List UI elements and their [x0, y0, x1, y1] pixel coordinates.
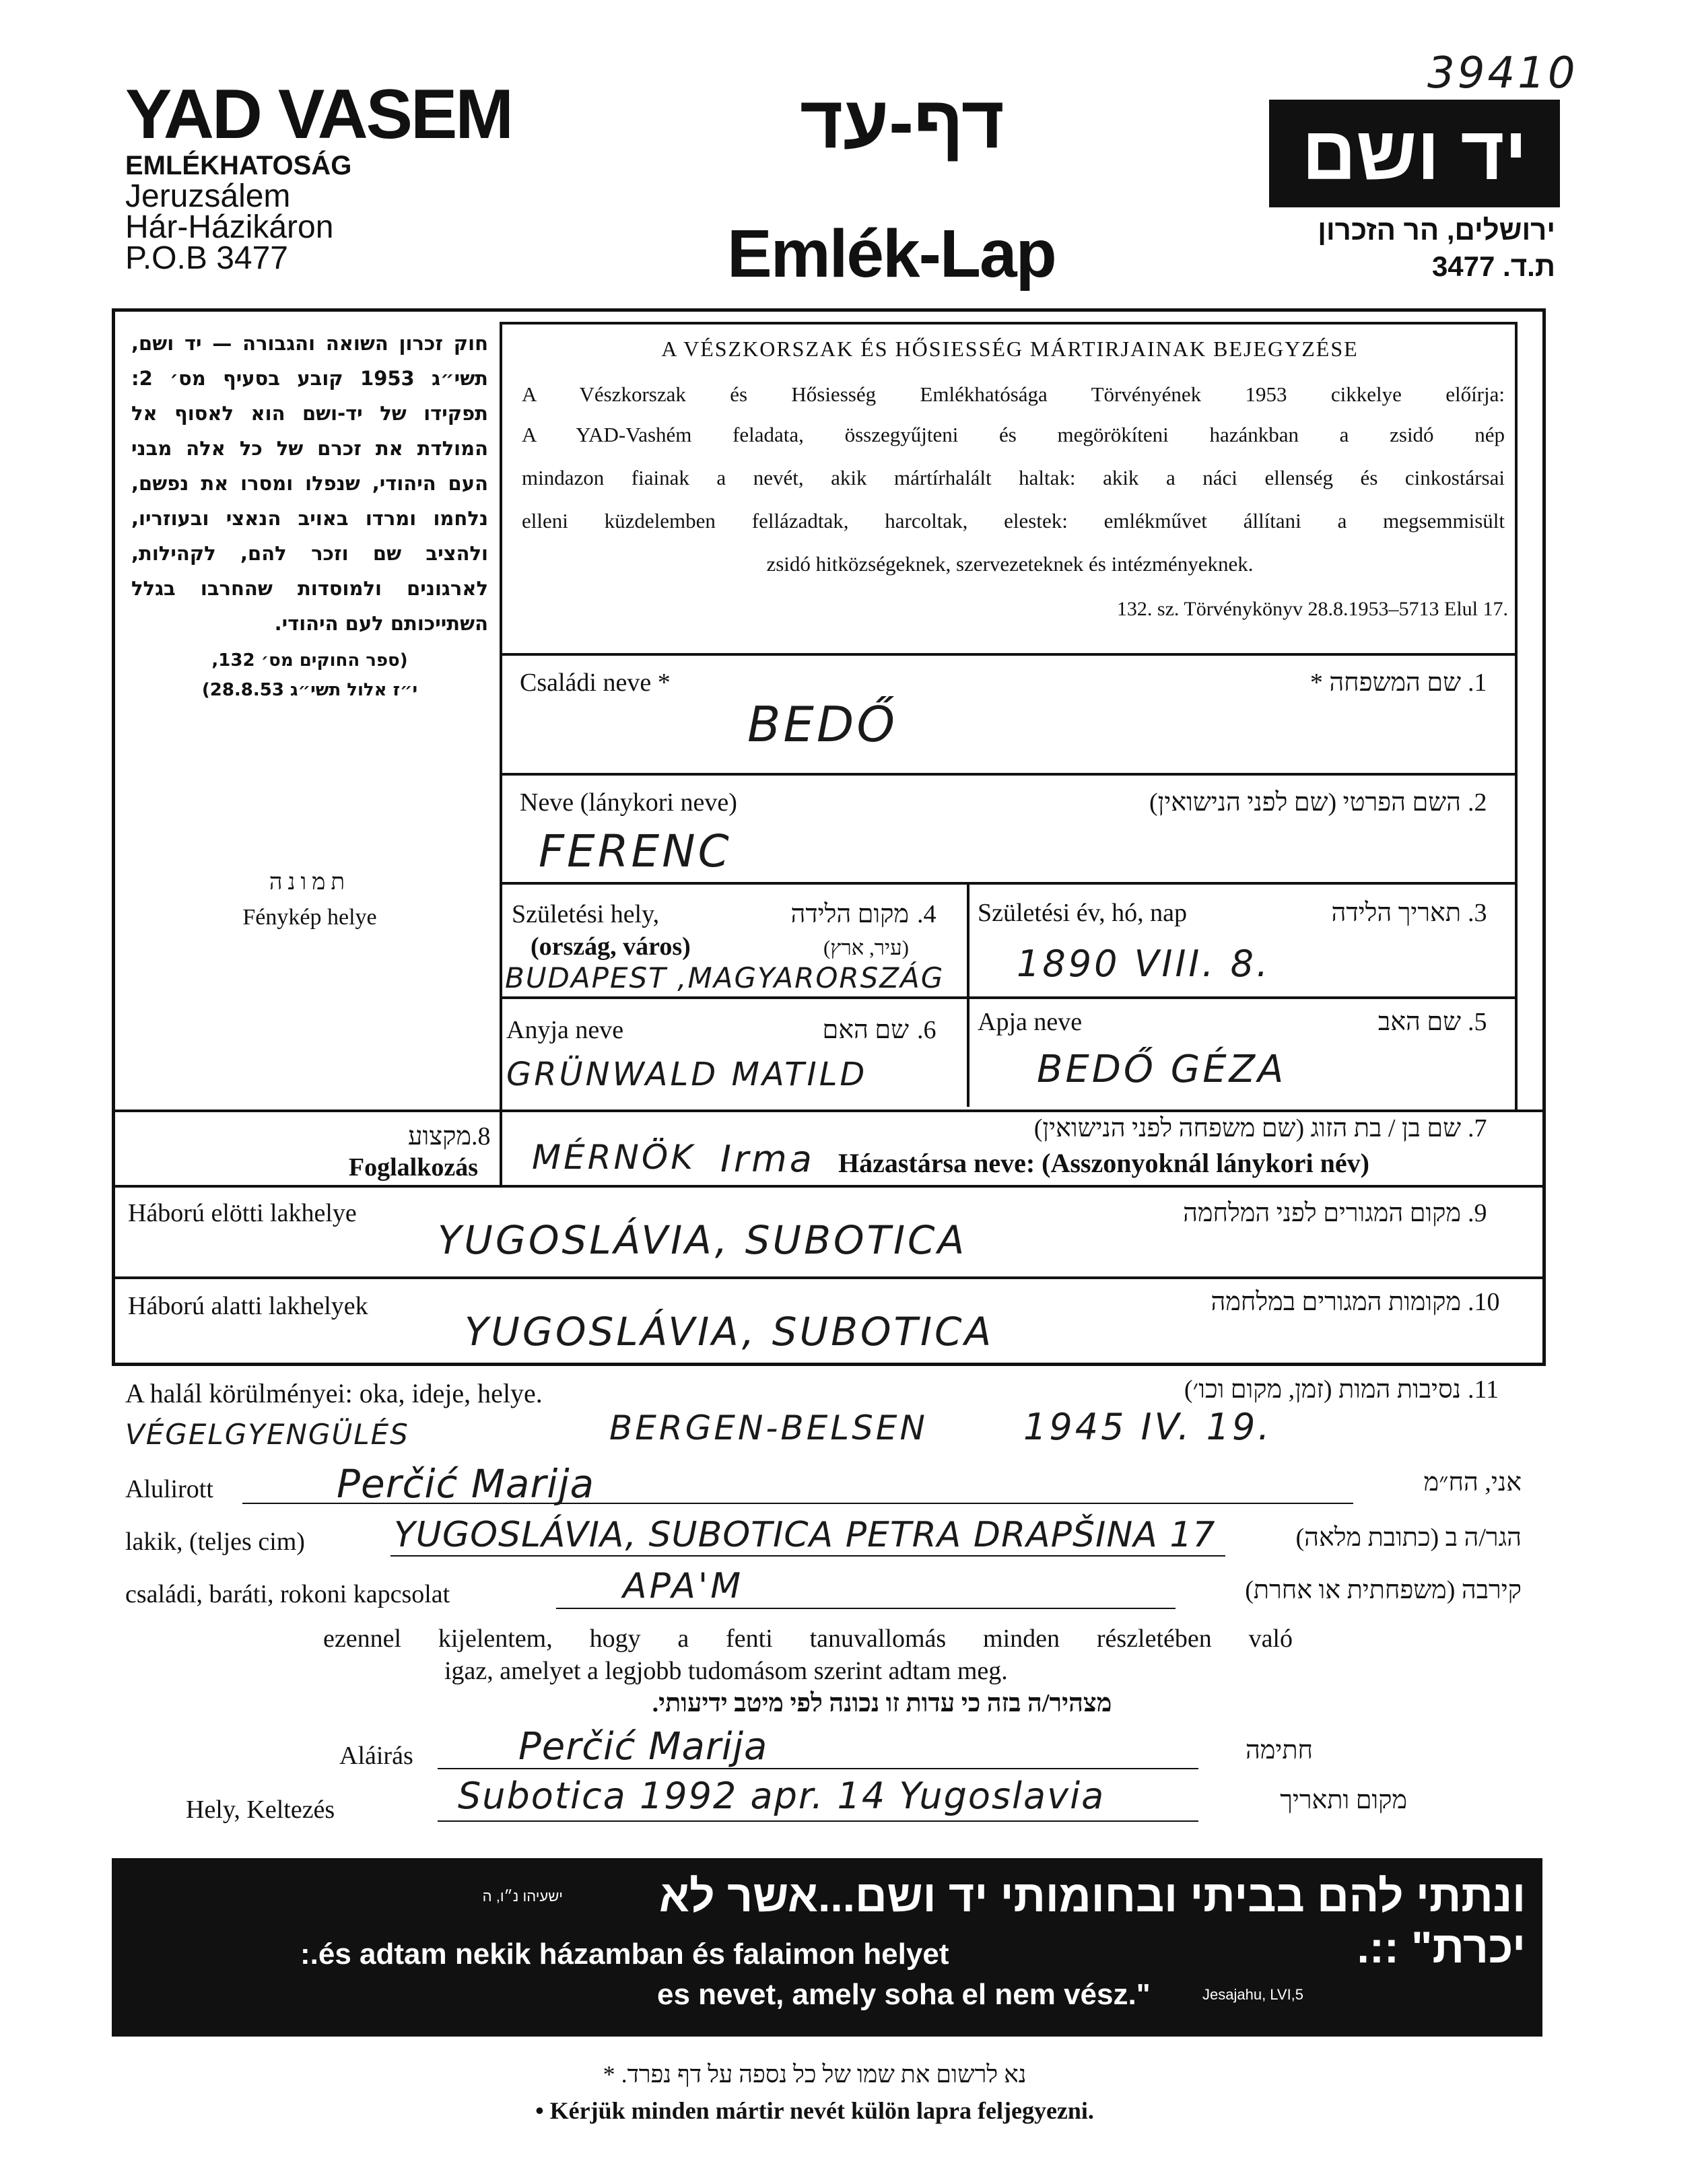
intro-line-3: mindazon fiainak a nevét, akik mártírhalált haltak: akik a náci ellenség és cinkostársai	[522, 466, 1505, 489]
wartime-residence-label: Háború alatti lakhelyek	[128, 1292, 368, 1320]
wartime-residence-hebrew-label: מקומות המגורים במלחמה	[1211, 1288, 1461, 1316]
hebrew-law-ref-1: (ספר החוקים מס׳ 132,	[211, 650, 408, 671]
prewar-residence-value[interactable]: YUGOSLÁVIA, SUBOTICA	[438, 1217, 967, 1263]
banner-line-2: es nevet, amely soha el nem vész."	[657, 1978, 1151, 2011]
family-name-hebrew-label: שם המשפחה *	[1309, 669, 1461, 697]
father-name-label: Apja neve	[978, 1008, 1083, 1036]
birthplace-value[interactable]: BUDAPEST ,MAGYARORSZÁG	[505, 961, 945, 994]
given-name-hebrew-label: השם הפרטי (שם לפני הנישואין)	[1149, 788, 1461, 817]
hebrew-pob: ת.ד. 3477	[1431, 250, 1555, 282]
wartime-residence-value[interactable]: YUGOSLÁVIA, SUBOTICA	[465, 1309, 994, 1355]
signature-value[interactable]: Perčić Marija	[518, 1725, 768, 1769]
prewar-residence-hebrew-label: מקום המגורים לפני המלחמה	[1183, 1199, 1461, 1227]
banner-line-1: :.és adtam nekik házamban és falaimon helyet	[300, 1938, 949, 1971]
hebrew-title: דף-עד	[800, 81, 1005, 164]
place-date-label: Hely, Keltezés	[186, 1796, 335, 1824]
address-label: lakik, (teljes cim)	[125, 1528, 305, 1556]
yad-vashem-logo: יד ושם	[1269, 100, 1560, 207]
family-name-label: Családi neve *	[520, 669, 671, 697]
birthdate-value[interactable]: 1890 VIII. 8.	[1017, 943, 1271, 985]
banner-hebrew-quote: ונתתי להם בביתי ובחומותי יד ושם...אשר לא יכרת" ::.	[659, 1871, 1526, 1972]
mother-name-value[interactable]: GRÜNWALD MATILD	[506, 1056, 868, 1093]
declaration-line-1: ezennel kijelentem, hogy a fenti tanuvallomás minden részletében való	[323, 1625, 1293, 1653]
spouse-name-value[interactable]: Irma	[720, 1138, 815, 1180]
field-6-number: .6	[917, 1016, 937, 1044]
footer-hebrew-note: נא לרשום את שמו של כל נספה על דף נפרד. *	[603, 2061, 1027, 2088]
intro-line-2: A YAD-Vashém feladata, összegyűjteni és megörökíteni hazánkban a zsidó nép	[522, 423, 1505, 446]
declarant-name-label: Alulirott	[125, 1475, 213, 1503]
org-mount: Hár-Házikáron	[125, 209, 334, 245]
field-5-number: .5	[1468, 1008, 1487, 1036]
declarant-name-value[interactable]: Perčić Marija	[337, 1461, 595, 1507]
document-number: 39410	[1427, 48, 1578, 98]
photo-label-hebrew: תמונה	[269, 870, 351, 895]
banner-reference: Jesajahu, LVI,5	[1202, 1986, 1304, 2003]
declarant-name-hebrew-label: אני, הח״מ	[1423, 1468, 1522, 1497]
hebrew-law-ref-2: י״ז אלול תשי״ג 28.8.53)	[201, 680, 418, 700]
photo-label: Fénykép helye	[242, 905, 377, 930]
footer-note: • Kérjük minden mártir nevét külön lapra feljegyezni.	[535, 2097, 1094, 2124]
father-name-hebrew-label: שם האב	[1377, 1008, 1461, 1036]
family-name-value[interactable]: BEDŐ	[747, 696, 897, 753]
given-name-value[interactable]: FERENC	[539, 825, 732, 877]
birthdate-hebrew-label: תאריך הלידה	[1331, 899, 1461, 927]
father-name-value[interactable]: BEDŐ GÉZA	[1037, 1048, 1287, 1091]
intro-line-5: zsidó hitközségeknek, szervezeteknek és intézményeknek.	[766, 552, 1254, 576]
intro-line-1: A Vészkorszak és Hősiesség Emlékhatósága Törvényének 1953 cikkelye előírja:	[522, 382, 1505, 406]
address-hebrew-label: הגר/ה ב (כתובת מלאה)	[1295, 1524, 1522, 1552]
field-8-number: .8	[471, 1122, 491, 1151]
quote-banner	[112, 1858, 1542, 2037]
birthplace-sublabel: (ország, város)	[531, 932, 691, 961]
relation-hebrew-label: קירבה (משפחתית או אחרת)	[1245, 1576, 1522, 1604]
death-cause-value[interactable]: VÉGELGYENGÜLÉS	[125, 1418, 409, 1451]
org-subtitle: EMLÉKHATOSÁG	[125, 151, 352, 180]
relation-label: családi, baráti, rokoni kapcsolat	[125, 1580, 450, 1608]
signature-hebrew-label: חתימה	[1245, 1736, 1313, 1765]
field-2-number: .2	[1468, 788, 1487, 817]
birthdate-label: Születési év, hó, nap	[978, 899, 1187, 927]
declaration-line-2: igaz, amelyet a legjobb tudomásom szerint adtam meg.	[444, 1657, 1008, 1685]
field-9-number: .9	[1468, 1199, 1487, 1227]
field-10-number: .10	[1468, 1288, 1500, 1316]
spouse-hebrew-label: שם בן / בת הזוג (שם משפחה לפני הנישואין)	[1033, 1114, 1461, 1142]
field-3-number: .3	[1468, 899, 1487, 927]
place-date-value[interactable]: Subotica 1992 apr. 14 Yugoslavia	[458, 1775, 1105, 1817]
place-date-hebrew-label: מקום ותאריך	[1280, 1786, 1407, 1814]
org-city: Jeruzsálem	[125, 178, 291, 214]
field-11-number: .11	[1468, 1375, 1499, 1404]
birthplace-hebrew-sublabel: (עיר, ארץ)	[823, 936, 909, 959]
death-circumstances-hebrew-label: נסיבות המות (זמן, מקום וכו׳)	[1184, 1375, 1461, 1404]
org-name: YAD VASEM	[125, 75, 512, 153]
spouse-name-label: Házastársa neve: (Asszonyoknál lánykori név)	[838, 1148, 1369, 1178]
mother-name-hebrew-label: שם האם	[822, 1016, 909, 1044]
occupation-value[interactable]: MÉRNÖK	[532, 1138, 696, 1177]
occupation-label: Foglalkozás	[348, 1153, 478, 1182]
field-7-number: .7	[1468, 1114, 1487, 1142]
org-pob: P.O.B 3477	[125, 240, 288, 276]
intro-heading: A VÉSZKORSZAK ÉS HŐSIESSÉG MÁRTIRJAINAK BEJEGYZÉSE	[661, 337, 1359, 361]
field-1-number: .1	[1468, 669, 1487, 697]
death-circumstances-label: A halál körülményei: oka, ideje, helye.	[125, 1378, 543, 1408]
mother-name-label: Anyja neve	[506, 1016, 624, 1044]
declaration-hebrew: מצהיר/ה בזה כי עדות זו נכונה לפי מיטב ידיעותי.	[652, 1689, 1112, 1717]
intro-line-4: elleni küzdelemben fellázadtak, harcoltak, elestek: emlékművet állítani a megsemmisült	[522, 509, 1505, 533]
address-value[interactable]: YUGOSLÁVIA, SUBOTICA PETRA DRAPŠINA 17	[394, 1515, 1216, 1555]
occupation-hebrew-label: מקצוע	[408, 1122, 471, 1151]
given-name-label: Neve (lánykori neve)	[520, 788, 737, 817]
death-place-value[interactable]: BERGEN-BELSEN	[609, 1408, 928, 1447]
field-4-number: .4	[917, 900, 937, 928]
signature-label: Aláirás	[339, 1742, 413, 1770]
relation-value[interactable]: APA'M	[623, 1566, 744, 1606]
prewar-residence-label: Háború elötti lakhelye	[128, 1199, 357, 1227]
document-title: Emlék-Lap	[727, 216, 1056, 292]
banner-hebrew-reference: ישעיהו נ״ו, ה	[482, 1888, 563, 1905]
hebrew-address: ירושלים, הר הזכרון	[1318, 214, 1555, 246]
birthplace-hebrew-label: מקום הלידה	[790, 900, 909, 928]
intro-citation: 132. sz. Törvénykönyv 28.8.1953–5713 Elul 17.	[1116, 598, 1508, 620]
death-date-value[interactable]: 1945 IV. 19.	[1023, 1406, 1272, 1448]
hebrew-law-text: חוק זכרון השואה והגבורה — יד ושם, תשי״ג 1953 קובע בסעיף מס׳ 2: תפקידו של יד-ושם הוא לאסוף אל המולדת את זכרם של כל אלה מבני העם היהודי, שנפלו ומסרו את נפשם, נלחמו ומרדו באויב הנאצי ובעוזריו, ולהציב שם וזכר להם, לקהילות, לארגונים ולמוסדות שהחרבו בגלל השתייכותם לעם היהודי.	[131, 332, 488, 635]
birthplace-label: Születési hely,	[512, 900, 660, 928]
